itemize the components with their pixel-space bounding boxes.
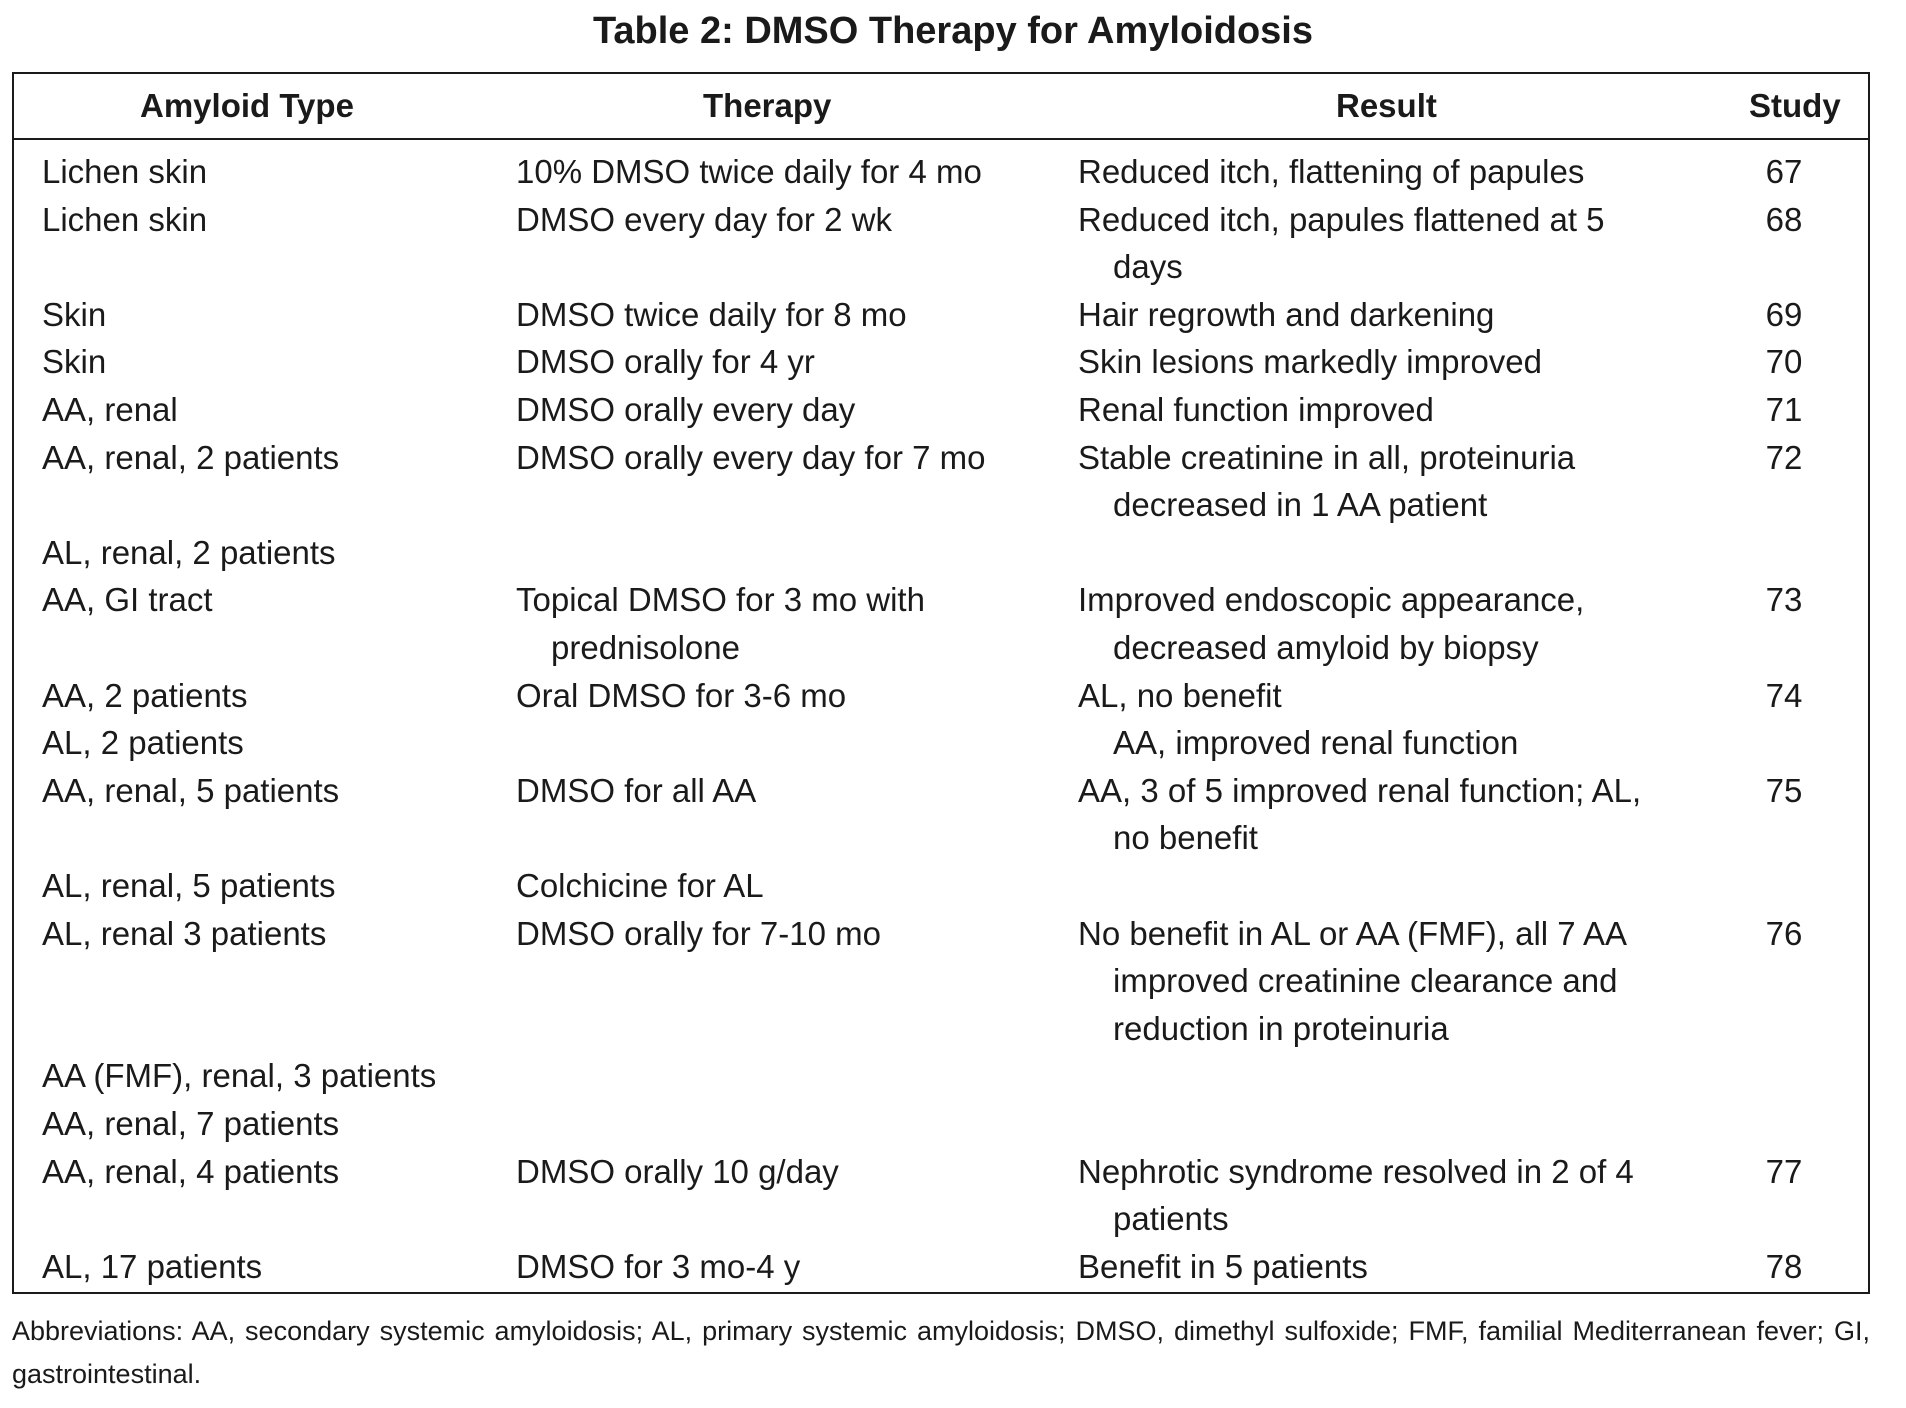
study-cell: 72 bbox=[1765, 438, 1803, 476]
therapy-cell bbox=[516, 1243, 800, 1291]
study-cell: 71 bbox=[1765, 391, 1803, 428]
therapy-cell bbox=[516, 1148, 839, 1196]
therapy-cell bbox=[516, 338, 815, 386]
result-cell bbox=[1078, 767, 1641, 862]
therapy-cell bbox=[516, 672, 846, 720]
abbreviations-footnote: Abbreviations: AA, secondary systemic amyloidosis; AL, primary systemic amyloidosis; DMSO, dimethyl sulfoxide; FMF, familial Mediterranean fever; GI, gastrointestinal. bbox=[12, 1316, 1870, 1389]
therapy-cell bbox=[516, 196, 892, 244]
cell-line bbox=[42, 481, 339, 529]
amyloid-type-cell bbox=[42, 672, 247, 767]
cell-line: Skin lesions markedly improved bbox=[1078, 343, 1543, 381]
amyloid-type-cell bbox=[42, 291, 106, 339]
cell-line bbox=[42, 1005, 436, 1053]
amyloid-type-cell bbox=[42, 338, 106, 386]
amyloid-type-cell bbox=[42, 386, 178, 434]
therapy-cell bbox=[516, 434, 985, 482]
amyloid-type-cell bbox=[42, 910, 436, 1148]
cell-line: DMSO every day for 2 wk bbox=[516, 200, 892, 238]
cell-line bbox=[516, 814, 764, 862]
study-cell: 77 bbox=[1765, 1152, 1803, 1190]
cell-line: DMSO orally 10 g/day bbox=[516, 1152, 839, 1190]
result-cell bbox=[1078, 1148, 1634, 1243]
cell-line: AA, 2 patients bbox=[42, 676, 248, 714]
column-header-therapy: Therapy bbox=[703, 87, 832, 124]
cell-line: No benefit in AL or AA (FMF), all 7 AA bbox=[1078, 914, 1628, 952]
study-cell: 68 bbox=[1765, 200, 1803, 238]
cell-line: AA, renal, 2 patients bbox=[42, 438, 340, 476]
therapy-cell bbox=[516, 148, 982, 196]
cell-line: decreased amyloid by biopsy bbox=[1113, 628, 1539, 666]
cell-line: AL, renal 3 patients bbox=[42, 914, 327, 952]
cell-line: reduction in proteinuria bbox=[1113, 1009, 1449, 1047]
result-cell bbox=[1078, 386, 1434, 434]
column-header-study: Study bbox=[1749, 87, 1841, 124]
cell-line: Lichen skin bbox=[42, 200, 208, 238]
cell-line: AL, 2 patients bbox=[42, 724, 244, 762]
cell-line bbox=[42, 814, 339, 862]
result-cell bbox=[1078, 291, 1494, 339]
cell-line: AA, 3 of 5 improved renal function; AL, bbox=[1078, 771, 1642, 809]
cell-line: Skin bbox=[42, 343, 107, 381]
cell-line: DMSO orally for 7-10 mo bbox=[516, 914, 881, 952]
cell-line: Topical DMSO for 3 mo with bbox=[516, 581, 925, 619]
study-cell: 74 bbox=[1765, 676, 1803, 714]
study-cell: 67 bbox=[1765, 153, 1803, 190]
cell-line: Reduced itch, flattening of papules bbox=[1078, 153, 1585, 190]
cell-line: AL, no benefit bbox=[1078, 676, 1282, 714]
cell-line: Renal function improved bbox=[1078, 391, 1434, 428]
cell-line: Skin bbox=[42, 295, 107, 333]
cell-line: DMSO orally every day for 7 mo bbox=[516, 438, 986, 476]
study-cell: 73 bbox=[1765, 581, 1803, 619]
cell-line: improved creatinine clearance and bbox=[1113, 962, 1618, 1000]
result-cell bbox=[1078, 338, 1542, 386]
cell-line: decreased in 1 AA patient bbox=[1113, 486, 1488, 524]
cell-line: AA, renal bbox=[42, 391, 178, 428]
cell-line: AA, renal, 7 patients bbox=[42, 1104, 340, 1142]
cell-line: DMSO twice daily for 8 mo bbox=[516, 295, 907, 333]
cell-line: AA, renal, 5 patients bbox=[42, 771, 340, 809]
cell-line: AA, improved renal function bbox=[1113, 724, 1519, 762]
cell-line: AA, GI tract bbox=[42, 581, 213, 619]
amyloid-type-cell bbox=[42, 434, 339, 577]
study-cell: 75 bbox=[1765, 771, 1803, 809]
result-cell bbox=[1078, 434, 1575, 529]
result-cell bbox=[1078, 672, 1518, 767]
therapy-cell bbox=[516, 386, 855, 434]
cell-line bbox=[42, 957, 436, 1005]
amyloid-type-cell bbox=[42, 196, 207, 244]
study-cell: 78 bbox=[1765, 1247, 1803, 1285]
cell-line: 10% DMSO twice daily for 4 mo bbox=[516, 153, 982, 190]
table-header-row bbox=[14, 74, 1868, 140]
column-header-result: Result bbox=[1336, 87, 1437, 124]
amyloid-type-cell bbox=[42, 1243, 262, 1291]
cell-line: no benefit bbox=[1113, 819, 1258, 857]
cell-line: AA (FMF), renal, 3 patients bbox=[42, 1057, 437, 1095]
cell-line: DMSO for 3 mo-4 y bbox=[516, 1247, 801, 1285]
cell-line: Nephrotic syndrome resolved in 2 of 4 bbox=[1078, 1152, 1634, 1190]
result-cell bbox=[1078, 148, 1584, 196]
cell-line: patients bbox=[1113, 1200, 1229, 1238]
cell-line: Lichen skin bbox=[42, 153, 208, 190]
data-table bbox=[12, 72, 1870, 1294]
study-cell: 76 bbox=[1765, 914, 1803, 952]
cell-line: Hair regrowth and darkening bbox=[1078, 295, 1495, 333]
therapy-cell bbox=[516, 291, 907, 339]
therapy-cell bbox=[516, 910, 881, 958]
amyloid-type-cell bbox=[42, 767, 339, 910]
therapy-cell bbox=[516, 767, 764, 910]
cell-line: DMSO orally for 4 yr bbox=[516, 343, 815, 381]
cell-line: days bbox=[1113, 248, 1183, 286]
result-cell bbox=[1078, 910, 1627, 1053]
cell-line: DMSO for all AA bbox=[516, 771, 757, 809]
cell-line: AL, renal, 2 patients bbox=[42, 533, 336, 571]
cell-line: AA, renal, 4 patients bbox=[42, 1152, 340, 1190]
cell-line: Benefit in 5 patients bbox=[1078, 1247, 1368, 1285]
cell-line: Improved endoscopic appearance, bbox=[1078, 581, 1585, 619]
column-header-amyloid-type: Amyloid Type bbox=[140, 87, 354, 124]
cell-line: Colchicine for AL bbox=[516, 866, 764, 904]
cell-line: AL, renal, 5 patients bbox=[42, 866, 336, 904]
cell-line: AL, 17 patients bbox=[42, 1247, 263, 1285]
amyloid-type-cell bbox=[42, 1148, 339, 1196]
cell-line: Reduced itch, papules flattened at 5 bbox=[1078, 200, 1605, 238]
amyloid-type-cell bbox=[42, 576, 213, 624]
study-cell: 69 bbox=[1765, 295, 1803, 333]
cell-line: Stable creatinine in all, proteinuria bbox=[1078, 438, 1576, 476]
table-title: Table 2: DMSO Therapy for Amyloidosis bbox=[592, 10, 1313, 52]
cell-line: prednisolone bbox=[551, 628, 740, 666]
result-cell bbox=[1078, 1243, 1368, 1291]
study-cell: 70 bbox=[1765, 343, 1803, 381]
cell-line: DMSO orally every day bbox=[516, 391, 856, 428]
therapy-cell bbox=[516, 576, 925, 671]
amyloid-type-cell bbox=[42, 148, 207, 196]
result-cell bbox=[1078, 576, 1584, 671]
cell-line: Oral DMSO for 3-6 mo bbox=[516, 676, 847, 714]
result-cell bbox=[1078, 196, 1605, 291]
